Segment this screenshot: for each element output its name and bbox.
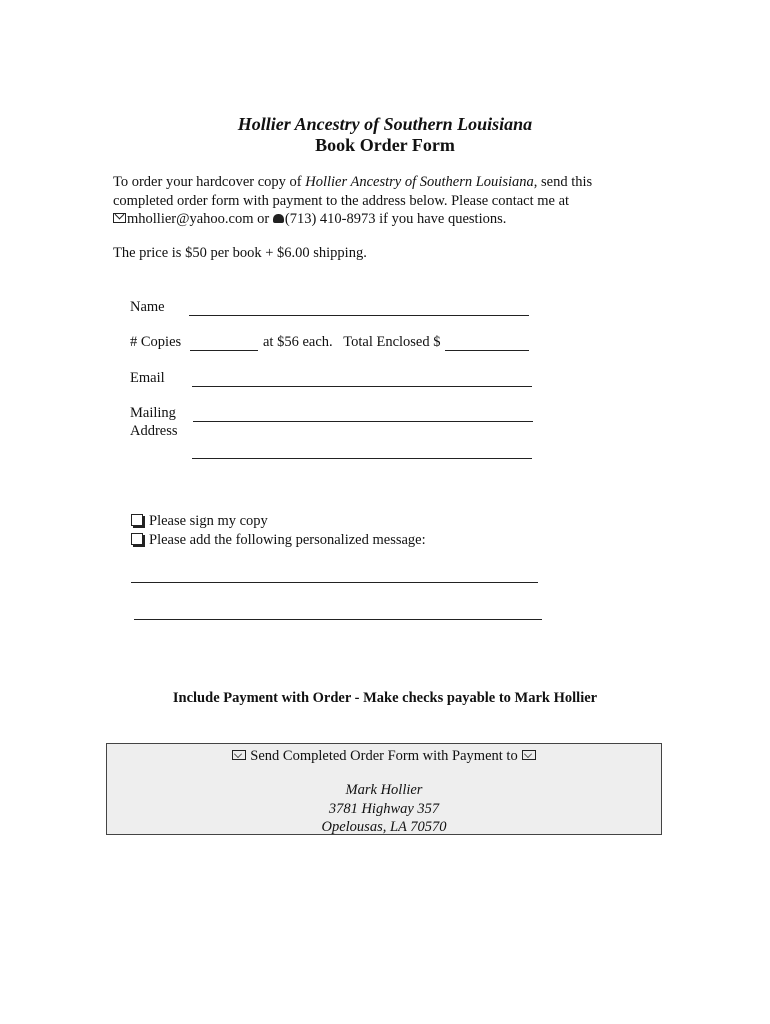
intro-text-1: To order your hardcover copy of [113,174,306,190]
intro-text-2: completed order form with payment to the address below. Please contact me at [113,192,570,209]
copies-label: # Copies [130,334,182,350]
intro-text-1b: , send this [533,174,593,190]
mail-pen-icon [232,750,246,760]
intro-or: or [253,211,273,227]
recipient-name: Mark Hollier [345,782,423,798]
personalized-message-option[interactable] [131,531,426,550]
envelope-icon [113,213,126,223]
recipient-street: 3781 Highway 357 [328,800,440,817]
price-text: The price is $50 per book + $6.00 shipping. [113,245,367,261]
copies-field[interactable] [190,350,258,351]
send-address-box [106,743,662,835]
message-line-1[interactable] [131,582,538,583]
message-line-2[interactable] [134,619,542,620]
name-field[interactable] [189,315,529,316]
mailing-address-field-1[interactable] [193,421,533,422]
mailing-address [107,781,661,837]
payment-instructions: Include Payment with Order - Make checks payable to Mark Hollier [172,690,598,706]
contact-email[interactable]: mhollier@yahoo.com [127,211,254,227]
sign-copy-label: Please sign my copy [149,513,268,529]
name-label: Name [130,299,165,315]
checkbox-icon[interactable] [131,514,143,526]
intro-book-title: Hollier Ancestry of Southern Louisiana [305,174,534,190]
mail-pen-icon [522,750,536,760]
form-subtitle: Book Order Form [315,135,455,155]
contact-phone: (713) 410-8973 [284,211,376,227]
personalized-message-label: Please add the following personalized message: [149,532,426,548]
send-header [107,747,661,765]
email-field[interactable] [192,386,532,387]
telephone-icon [273,214,284,223]
form-title: Hollier Ancestry of Southern Louisiana [237,114,533,134]
intro-text-3: if you have questions. [375,211,507,227]
sign-copy-option[interactable] [131,512,268,531]
mailing-address-field-2[interactable] [192,458,532,459]
copies-price-text: at $56 each. Total Enclosed $ [263,334,441,350]
mailing-label: Mailing [130,405,176,421]
recipient-city: Opelousas, LA 70570 [321,819,447,835]
intro-paragraph [113,173,653,229]
send-header-text: Send Completed Order Form with Payment to [250,748,518,764]
checkbox-icon[interactable] [131,533,143,545]
email-label: Email [130,370,165,386]
total-enclosed-field[interactable] [445,350,529,351]
address-label: Address [130,423,178,439]
